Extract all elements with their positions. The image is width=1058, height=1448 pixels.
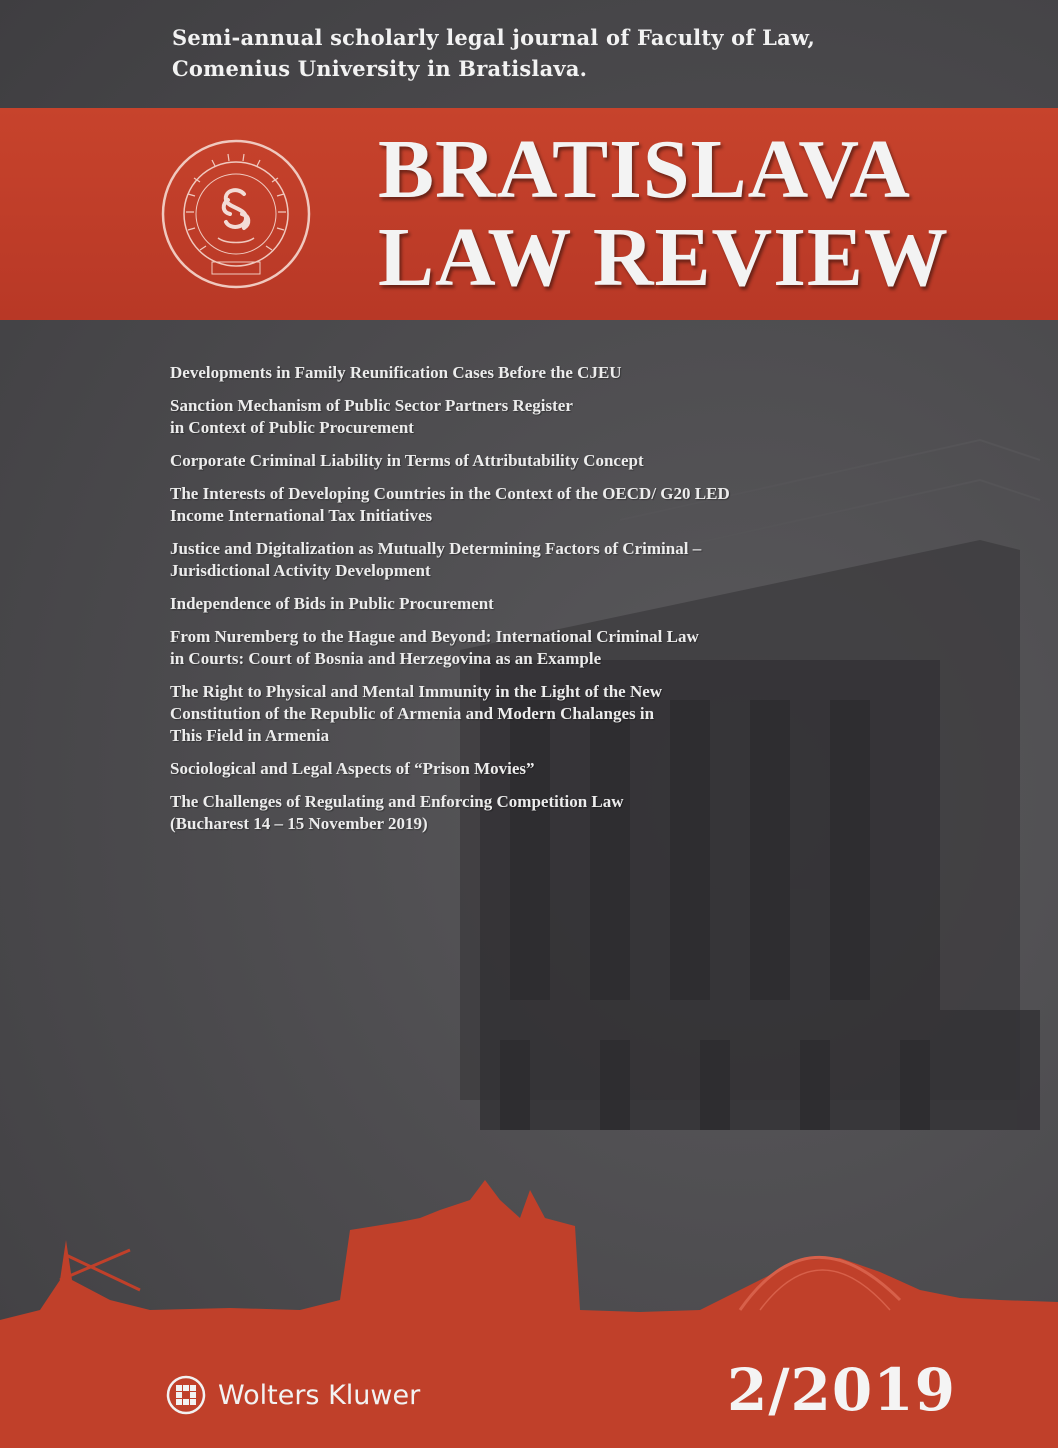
list-item [170,791,890,835]
article-title-line: Constitution of the Republic of Armenia and Modern Chalanges in [170,704,655,723]
article-title-line: in Context of Public Procurement [170,418,414,437]
university-seal-icon [160,138,312,290]
publisher-logo [166,1375,420,1415]
list-item [170,626,890,670]
article-title-line: (Bucharest 14 – 15 November 2019) [170,814,428,833]
article-title-line: From Nuremberg to the Hague and Beyond: International Criminal Law [170,627,699,646]
article-title-line: Jurisdictional Activity Development [170,561,431,580]
journal-description [172,22,932,84]
wolters-kluwer-logo-icon [166,1375,206,1415]
list-item [170,395,890,439]
article-title-line: Corporate Criminal Liability in Terms of Attributability Concept [170,451,644,470]
list-item [170,681,890,747]
article-title-line: Income International Tax Initiatives [170,506,433,525]
table-of-contents [170,362,890,846]
article-title-line: The Right to Physical and Mental Immunity in the Light of the New [170,682,663,701]
list-item [170,362,890,384]
list-item [170,450,890,472]
publisher-name: Wolters Kluwer [218,1379,421,1411]
article-title-line: Developments in Family Reunification Cases Before the CJEU [170,363,622,382]
journal-title-line-2: LAW REVIEW [378,211,949,304]
article-title-line: The Interests of Developing Countries in the Context of the OECD/ G20 LED [170,484,730,503]
journal-title-line-1: BRATISLAVA [378,123,911,216]
list-item [170,483,890,527]
description-line-2: Comenius University in Bratislava. [172,56,588,81]
journal-title [378,123,949,304]
article-title-line: Sanction Mechanism of Public Sector Partners Register [170,396,573,415]
article-title-line: in Courts: Court of Bosnia and Herzegovina as an Example [170,649,602,668]
article-title-line: This Field in Armenia [170,726,330,745]
article-title-line: Justice and Digitalization as Mutually Determining Factors of Criminal – [170,539,702,558]
article-title-line: Sociological and Legal Aspects of “Prison Movies” [170,759,535,778]
list-item [170,593,890,615]
issue-number: 2/2019 [727,1356,956,1424]
article-title-line: Independence of Bids in Public Procurement [170,594,494,613]
article-title-line: The Challenges of Regulating and Enforcing Competition Law [170,792,624,811]
list-item [170,538,890,582]
description-line-1: Semi-annual scholarly legal journal of Faculty of Law, [172,25,815,50]
list-item [170,758,890,780]
